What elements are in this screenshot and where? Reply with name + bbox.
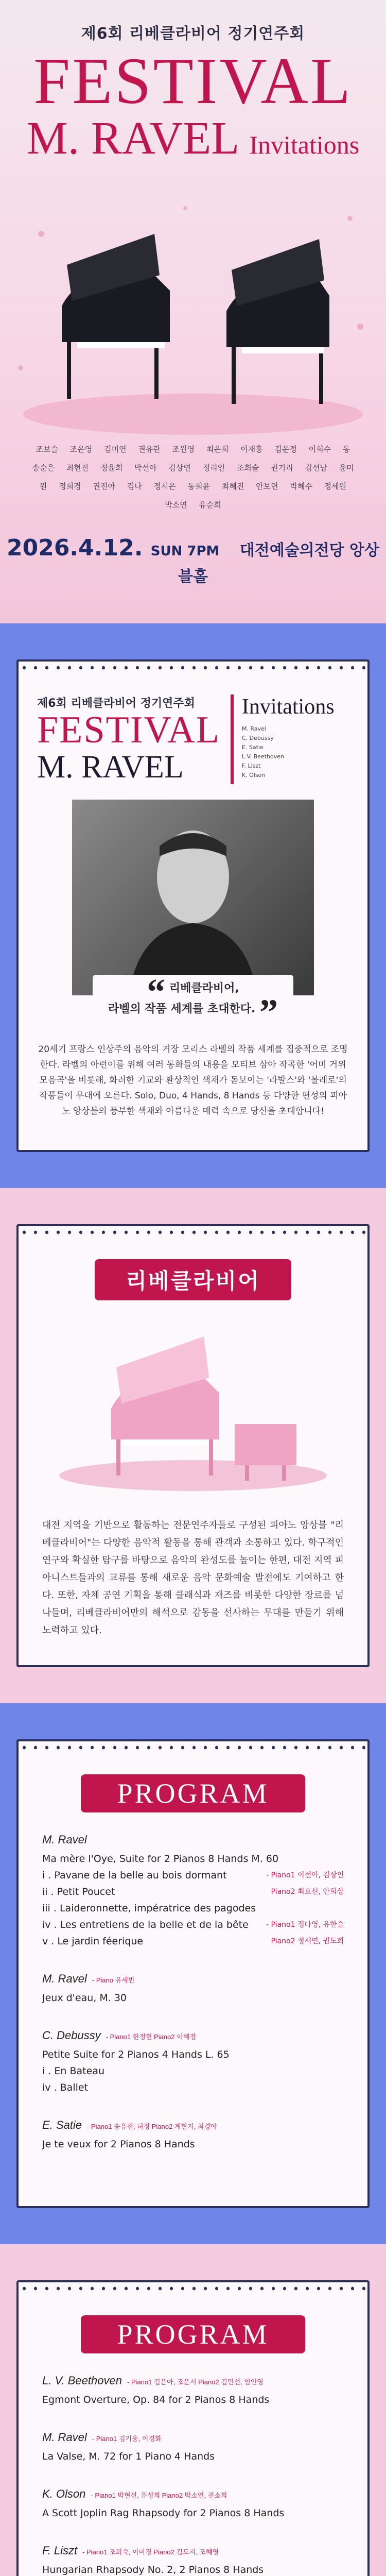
hero-date-line — [0, 535, 386, 587]
close-quote-icon: ” — [259, 991, 278, 1033]
piece-performers: - Piano1 이선아, 김상인 — [266, 1871, 344, 1879]
hero-venue: 대전예술의전당 앙상블홀 — [178, 541, 380, 586]
performer-label: - Piano 유세빈 — [92, 1976, 135, 1984]
hero-date: 2026.4.12. — [6, 535, 143, 562]
composer-label: M. Ravel — [42, 2430, 87, 2444]
about-piano-image — [19, 1306, 367, 1501]
dot-border — [19, 1741, 367, 1754]
program-list — [19, 1812, 367, 2206]
program-title: PROGRAM — [81, 1774, 305, 1812]
about-title: 리베클라비어 — [95, 1259, 291, 1300]
intro-subtitle: 제6회 리베클라비어 정기연주회 — [37, 697, 195, 710]
program-line — [42, 2448, 344, 2465]
intro-festival: FESTIVAL — [37, 709, 220, 751]
program-panel-2 — [16, 2280, 370, 2576]
intro-section — [0, 623, 386, 1188]
program-section-1 — [0, 1703, 386, 2244]
program-list — [19, 2353, 367, 2576]
composer-list — [242, 724, 349, 780]
piece-title: Jeux d'eau, M. 30 — [42, 1992, 127, 2004]
program-work — [42, 1833, 344, 1950]
performer-label: - Piano1 김은아, 조은서 Piano2 김민선, 임인영 — [127, 2378, 264, 2386]
composer-list-item: E. Satie — [241, 744, 264, 751]
program-work — [42, 2374, 344, 2408]
performer-label: - Piano1 조희숙, 이미경 Piano2 김도지, 조혜영 — [82, 2548, 219, 2556]
program-line — [42, 2562, 344, 2576]
intro-description: 20세기 프랑스 인상주의 음악의 거장 모리스 라벨의 작품 세계를 집중적으로 조명한다. 라벨의 아런이를 위해 여러 동화들의 내용을 모티브 삼아 작곡한 '어미 거위 모음곡'을 비롯해, 화려한 기교와 환상적인 색채가 돋보이는 '라발스'와 '볼레로'의 작품들이 무대에 오른다. Solo, Duo, 4 Hands, 8 Hands 등 다양한 편성의 피아노 앙상블의 풍부한 색채와 아름다운 매력 속으로 당신을 초대합니다! — [38, 1044, 348, 1116]
piece-title: A Scott Joplin Rag Rhapsody for 2 Pianos 8 Hands — [42, 2507, 285, 2519]
composer-label: C. Debussy — [42, 2028, 101, 2042]
composer-list-item: L.V. Beethoven — [241, 753, 284, 760]
program-line — [42, 2046, 344, 2063]
composer-name — [42, 2431, 344, 2444]
piece-title: iii . Laideronnette, impératrice des pagodes — [42, 1902, 256, 1914]
composer-list-item: K. Olson — [241, 772, 266, 778]
composer-label: E. Satie — [42, 2118, 82, 2131]
piece-title: Hungarian Rhapsody No. 2, 2 Pianos 8 Hands — [42, 2564, 264, 2575]
composer-label: F. Liszt — [42, 2544, 78, 2557]
program-line — [42, 1917, 344, 1933]
program-work — [42, 2029, 344, 2096]
piece-title: i . Pavane de la belle au bois dormant — [42, 1869, 227, 1881]
composer-name — [42, 2374, 344, 2387]
performer-label: - Piano1 김기웅, 이경화 — [92, 2434, 162, 2443]
program-work — [42, 2544, 344, 2576]
program-line — [42, 1884, 344, 1900]
program-title: PROGRAM — [81, 2315, 305, 2353]
composer-name — [42, 2029, 344, 2042]
composer-list-item: C. Debussy — [241, 735, 274, 741]
program-panel-1 — [16, 1739, 370, 2208]
about-section — [0, 1188, 386, 1703]
piece-title: ii . Petit Poucet — [42, 1886, 115, 1897]
intro-panel — [16, 659, 370, 1152]
program-line — [42, 1990, 344, 2006]
piece-title: La Valse, M. 72 for 1 Piano 4 Hands — [42, 2450, 215, 2462]
piece-title: iv . Ballet — [42, 2081, 89, 2093]
dot-border — [19, 2282, 367, 2295]
hero-ravel-title — [0, 115, 386, 162]
composer-label: M. Ravel — [42, 1972, 87, 1985]
ravel-portrait-photo — [72, 800, 314, 995]
composer-label: L. V. Beethoven — [42, 2374, 122, 2387]
dot-border — [19, 662, 367, 674]
program-line — [42, 1867, 344, 1884]
about-panel — [16, 1224, 370, 1667]
piece-title: Egmont Overture, Op. 84 for 2 Pianos 8 Hands — [42, 2394, 270, 2405]
intro-invitations: Invitations — [241, 695, 335, 719]
program-section-2 — [0, 2244, 386, 2576]
hero-ravel-text: M. RAVEL — [26, 113, 238, 164]
about-description: 대전 지역을 기반으로 활동하는 전문연주자들로 구성된 피아노 앙상블 "리베클라비어"는 다양한 음악적 활동을 통해 관객과 소통하고 있다. 학구적인 연구와 확실한 탐구를 바탕으로 음악의 완성도를 높이는 한편, 대전 지역 피아니스트들과의 교류를 통해 새로운 음악 문화예술 발전에도 기여하고 한다. 또한, 자체 공연 기획을 통해 클래식과 재즈를 비롯한 다양한 장르를 넘나들며, 리베클라비어만의 해석으로 감동을 선사하는 무대를 만들기 위해 노력하고 있다. — [42, 1519, 344, 1636]
program-work — [42, 2431, 344, 2465]
composer-label: M. Ravel — [42, 1833, 87, 1846]
program-work — [42, 1972, 344, 2006]
program-line — [42, 1900, 344, 1917]
composer-name — [42, 2119, 344, 2132]
piece-performers: Piano2 최효선, 안희상 — [271, 1887, 344, 1896]
program-work — [42, 2119, 344, 2153]
performer-label: - Piano1 한정현 Piano2 이혜정 — [106, 2032, 196, 2041]
program-line — [42, 1851, 344, 1867]
program-line — [42, 2392, 344, 2408]
quote-line-1: 리베클라비어, — [169, 981, 239, 995]
hero-invitations: Invitations — [249, 130, 360, 160]
program-work — [42, 2487, 344, 2521]
piece-title: i . En Bateau — [42, 2065, 104, 2077]
hero-pianos-image — [0, 172, 386, 440]
composer-name — [42, 1833, 344, 1846]
piece-title: Je te veux for 2 Pianos 8 Hands — [42, 2138, 195, 2150]
piece-title: iv . Les entretiens de la belle et de la bête — [42, 1919, 249, 1930]
hero-section — [0, 0, 386, 623]
piece-performers: Piano2 정서연, 권도희 — [271, 1937, 344, 1945]
composer-name — [42, 2544, 344, 2557]
piece-title: v . Le jardin féerique — [42, 1935, 144, 1947]
piece-title: Ma mère l'Oye, Suite for 2 Pianos 8 Hands M. 60 — [42, 1853, 279, 1865]
hero-day-time: SUN 7PM — [150, 544, 220, 560]
composer-name — [42, 2487, 344, 2501]
program-line — [42, 2079, 344, 2096]
quote-line-2: 라벨의 작품 세계를 초대한다. — [108, 1002, 256, 1015]
program-line — [42, 2063, 344, 2079]
hero-festival-title: FESTIVAL — [33, 44, 353, 117]
performer-label: - Piano1 송유진, 허정 Piano2 계현지, 최경아 — [87, 2122, 217, 2130]
composer-name — [42, 1972, 344, 1986]
intro-ravel: M. RAVEL — [37, 749, 184, 785]
intro-quote — [37, 971, 349, 1033]
open-quote-icon: “ — [147, 971, 166, 1012]
composer-label: K. Olson — [42, 2487, 86, 2500]
performer-names: 조보슬 조은영 김미연 권유란 조원영 최은희 이재홍 김운정 이희수 동 송순은 최현진 정윤희 박선아 김상연 정리인 조희슬 권기리 김선남 윤미원 정희경 권진아 김나 정시은 동희윤 최혜진 안보련 박혜수 정세원 박소연 유순희 — [32, 445, 354, 510]
piece-title: Petite Suite for 2 Pianos 4 Hands L. 65 — [42, 2048, 230, 2060]
piece-performers: - Piano1 정다영, 유한슬 — [266, 1920, 344, 1929]
grand-piano-illustration — [0, 172, 386, 440]
program-line — [42, 2136, 344, 2153]
performer-label: - Piano1 박현선, 유성희 Piano2 박소연, 권소희 — [91, 2491, 227, 2499]
composer-list-item: F. Liszt — [241, 762, 261, 769]
dot-border — [19, 1226, 367, 1239]
composer-list-item: M. Ravel — [241, 725, 266, 732]
program-line — [42, 2505, 344, 2521]
program-line — [42, 1933, 344, 1950]
hero-subtitle: 제6회 리베클라비어 정기연주회 — [81, 25, 305, 43]
